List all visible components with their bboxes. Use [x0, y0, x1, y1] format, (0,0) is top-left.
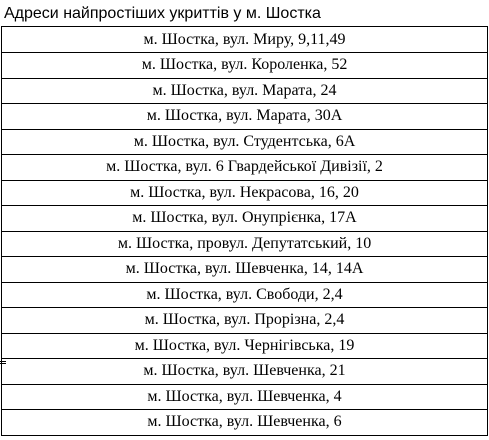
document-title: Адреси найпростіших укриттів у м. Шостка: [4, 5, 321, 22]
address-row: м. Шостка, вул. Марата, 30А: [1, 104, 488, 130]
address-row: м. Шостка, вул. Шевченка, 21: [1, 359, 488, 385]
address-row: м. Шостка, вул. Марата, 24: [1, 79, 488, 105]
address-row: м. Шостка, вул. Шевченка, 4: [1, 385, 488, 411]
shelter-address-table: [1, 26, 488, 436]
address-row: м. Шостка, вул. Короленка, 52: [1, 53, 488, 79]
address-row: м. Шостка, вул. Онупрієнка, 17А: [1, 206, 488, 232]
row-resize-handle[interactable]: [0, 361, 6, 364]
address-row: м. Шостка, вул. Свободи, 2,4: [1, 283, 488, 309]
address-row: м. Шостка, вул. Чернігівська, 19: [1, 334, 488, 360]
address-row: м. Шостка, вул. Некрасова, 16, 20: [1, 181, 488, 207]
address-row: м. Шостка, вул. Шевченка, 6: [1, 410, 488, 436]
address-row: м. Шостка, вул. Прорізна, 2,4: [1, 308, 488, 334]
address-row: м. Шостка, вул. 6 Гвардейської Дивізії, 2: [1, 155, 488, 181]
address-row: м. Шостка, провул. Депутатський, 10: [1, 232, 488, 258]
address-row: м. Шостка, вул. Студентська, 6А: [1, 130, 488, 156]
address-row: м. Шостка, вул. Шевченка, 14, 14А: [1, 257, 488, 283]
address-row: м. Шостка, вул. Миру, 9,11,49: [1, 27, 488, 53]
